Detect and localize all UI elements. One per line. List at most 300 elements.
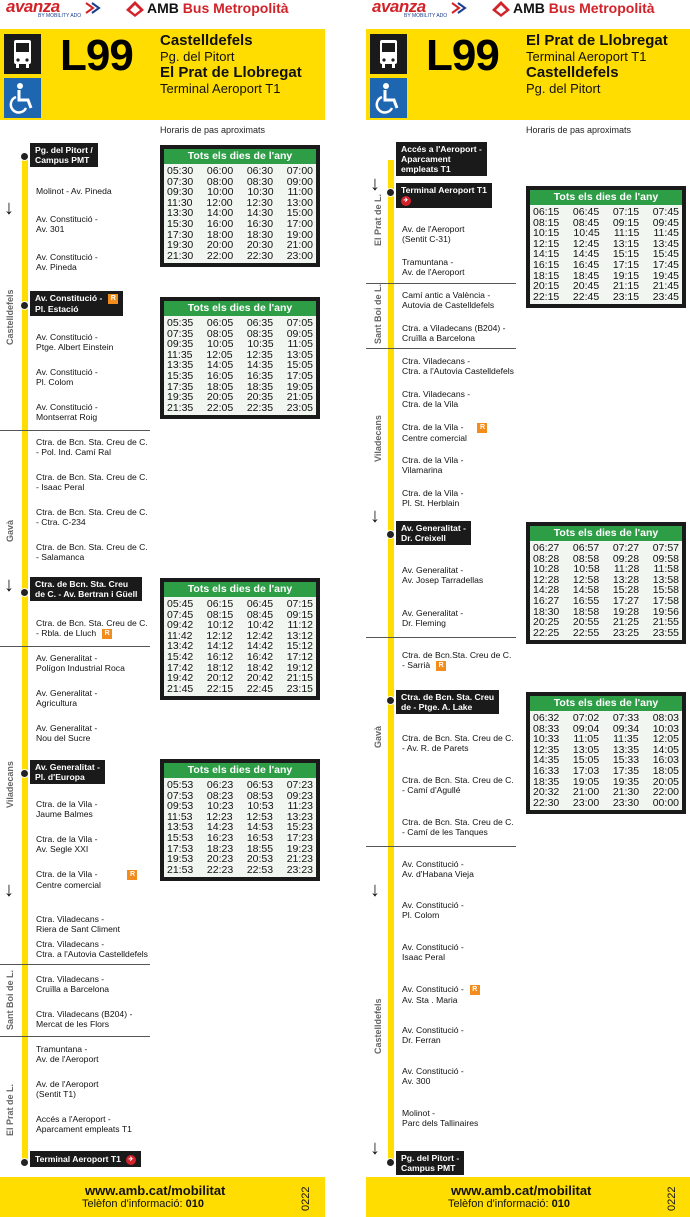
departure-time: 07:35 [167,327,194,340]
departure-time: 17:03 [572,764,600,777]
departure-time: 22:30 [533,796,560,809]
footer-url[interactable]: www.amb.cat/mobilitat [451,1183,592,1198]
departure-time: 08:15 [533,216,560,229]
stop: Av. Constitució - Av. 301 [36,214,98,234]
direction-arrow-icon: ↓ [4,197,14,219]
departure-time: 23:00 [286,249,313,262]
stop: Ctra. de Bcn. Sta. Creu de C. - Ctra. C-234 [36,507,148,527]
departure-time: 15:15 [612,248,640,261]
departure-time: 17:53 [167,842,194,855]
departure-time: 06:32 [533,712,560,724]
departure-time: 19:56 [652,605,679,618]
departure-time: 10:23 [207,800,234,813]
stop: Ctra. de la Vila - R Centre comercial [36,869,137,890]
stop: Ctra. de la Vila - Av. Segle XXI [36,834,98,854]
departure-time: 08:45 [246,608,274,621]
departure-time: 19:00 [286,228,313,241]
departure-time: 20:32 [533,786,560,799]
departure-time: 14:00 [206,207,234,220]
departure-time: 12:12 [206,629,233,642]
departure-time: 07:23 [286,779,313,791]
dest-title: Castelldefels [526,64,619,81]
stop: Accés a l'Aeroport - Aparcament empleats T1 [36,1114,132,1134]
zone-label: Sant Boi de L. [5,969,15,1030]
departure-time: 10:33 [533,733,560,746]
departure-time: 15:35 [167,369,194,382]
departure-time: 05:30 [167,165,194,177]
departure-time: 09:28 [612,552,640,565]
departure-time: 06:57 [572,542,600,554]
departure-time: 14:53 [246,821,274,834]
departure-time: 11:23 [287,800,313,813]
avanza-sub: BY MOBILITY ADO [404,13,448,19]
stop: Ctra. de Bcn. Sta. Creu de C. - Pol. Ind. Camí Ral [36,437,148,457]
departure-time: 14:58 [572,584,600,597]
departure-time: 12:35 [533,743,560,756]
timetable-row [167,371,313,382]
departure-time: 16:53 [246,831,274,844]
timetable-row [167,166,313,177]
direction-arrow-icon: ↓ [4,879,14,901]
direction-arrow-icon: ↓ [370,505,380,527]
timetable-times [530,205,682,304]
footer-url[interactable]: www.amb.cat/mobilitat [85,1183,226,1198]
line-number: L99 [426,31,499,80]
departure-time: 15:58 [652,584,679,597]
departure-time: 18:23 [206,842,234,855]
timetable-row [167,251,313,262]
departure-time: 16:23 [206,831,234,844]
departure-time: 06:45 [572,206,600,218]
origin-title: El Prat de Llobregat [526,32,668,49]
departure-time: 21:05 [286,391,313,404]
amb-logo-icon [126,1,144,17]
departure-time: 22:35 [246,401,274,414]
avanza-sub: BY MOBILITY ADO [38,13,82,19]
departure-time: 12:28 [533,573,560,586]
departure-time: 18:35 [246,380,274,393]
departure-time: 16:12 [206,650,234,663]
stop-dot [386,188,395,197]
departure-time: 20:55 [572,616,600,629]
departure-time: 14:15 [533,248,560,261]
departure-time: 06:15 [206,598,234,610]
departure-time: 14:05 [206,359,234,372]
departure-time: 20:25 [533,616,560,629]
departure-time: 22:15 [533,290,560,303]
footer [0,1177,325,1217]
departure-time: 11:15 [613,227,640,240]
stop-dot [386,696,395,705]
departure-time: 19:12 [286,661,313,674]
rail-icon: R [436,661,446,671]
departure-time: 22:05 [206,401,234,414]
stop: Ctra. de Bcn. Sta. Creu de C. - Salamanca [36,542,148,562]
departure-time: 14:42 [246,640,274,653]
departure-time: 15:05 [286,359,313,372]
departure-time: 07:02 [572,712,600,724]
route-title [160,33,325,97]
departure-time: 21:23 [286,853,313,866]
departure-time: 14:23 [206,821,234,834]
avanza-logo: avanza [6,0,60,16]
departure-time: 20:30 [246,239,274,252]
departure-time: 23:45 [652,290,679,303]
timetable-times [164,778,316,877]
departure-time: 18:30 [533,605,560,618]
timetable-box [160,759,320,881]
departure-time: 09:45 [652,216,679,229]
direction-arrow-icon: ↓ [4,574,14,596]
departure-time: 09:00 [286,175,313,188]
departure-time: 06:27 [533,542,560,554]
departure-time: 18:45 [572,269,600,282]
departure-time: 10:45 [573,227,600,240]
departure-time: 11:58 [653,563,679,576]
departure-time: 23:25 [612,626,640,639]
departure-time: 17:45 [652,258,679,271]
footer-phone: Telèfon d'informació: 010 [448,1198,570,1210]
zone-divider [366,846,516,847]
departure-time: 00:00 [652,796,679,809]
stop-timepoint: Av. Constitució - R Pl. Estació [30,291,123,316]
departure-time: 19:05 [286,380,313,393]
stop-terminus: Pg. del Pitort / Campus PMT [30,143,98,167]
timetable-times [530,711,682,810]
stop: Ctra. de la Vila - Jaume Balmes [36,799,98,819]
departure-time: 12:00 [206,196,233,209]
departure-time: 13:42 [167,640,194,653]
amb-brand: AMB Bus Metropolità [513,0,655,16]
brand-bar [0,0,325,22]
stop: Ctra. de Bcn. Sta. Creu de C. - Isaac Peral [36,472,148,492]
timetable-row [167,318,313,329]
departure-time: 16:27 [533,594,560,607]
stop-dot [20,588,29,597]
departure-time: 14:12 [206,640,234,653]
timetable-row [167,684,313,695]
stop: Ctra. Viladecans - Cruïlla a Barcelona [36,974,110,994]
departure-time: 21:53 [167,863,194,876]
departure-time: 10:42 [247,619,274,632]
stop: Tramuntana - Av. de l'Aeroport [402,257,465,277]
departure-time: 07:45 [652,206,679,218]
departure-time: 10:05 [207,338,234,351]
stop-terminus: Terminal Aeroport T1 ✈ [30,1151,141,1167]
stop-dot [386,1158,395,1167]
departure-time: 20:00 [206,239,234,252]
zone-divider [0,1036,150,1037]
departure-time: 07:15 [612,206,640,218]
stop: Ctra. de Bcn. Sta. Creu de C. - Camí de les Tanques [402,817,514,837]
departure-time: 15:53 [167,831,194,844]
departure-time: 12:05 [206,348,233,361]
stop: Ctra. Viladecans - Ctra. a l'Autovia Castelldefels [402,356,514,376]
departure-time: 10:30 [247,186,274,199]
departure-time: 05:53 [167,779,194,791]
departure-time: 22:53 [246,863,274,876]
departure-time: 16:30 [246,217,274,230]
amb-brand: AMB Bus Metropolità [147,0,289,16]
departure-time: 12:05 [652,733,679,746]
departure-time: 07:15 [286,598,313,610]
brand-bar [366,0,690,22]
stop: Av. Constitució - Montserrat Roig [36,402,98,422]
stop: Camí antic a València - Autovia de Castelldefels [402,290,495,310]
timetable-row [533,596,679,607]
departure-time: 21:00 [572,786,600,799]
departure-time: 22:45 [246,682,274,695]
origin-sub: Terminal Aeroport T1 [526,49,647,64]
departure-time: 13:28 [612,573,640,586]
departure-time: 10:53 [247,800,274,813]
departure-time: 17:58 [652,594,679,607]
airport-icon: ✈ [401,196,411,206]
departure-time: 08:05 [206,327,234,340]
stop: Av. Generalitat - Nou del Sucre [36,723,98,743]
departure-time: 21:45 [167,682,194,695]
stop: Av. Constitució - R Av. Sta . Maria [402,984,480,1005]
bus-icon [4,34,41,74]
departure-time: 08:45 [572,216,600,229]
departure-time: 22:00 [652,786,679,799]
timetable-times [530,541,682,640]
timetable-row [167,219,313,230]
departure-time: 15:33 [612,754,640,767]
departure-time: 12:23 [206,810,233,823]
departure-time: 19:35 [612,775,640,788]
dest-sub: Pg. del Pitort [526,81,601,96]
zone-divider [366,637,516,638]
zone-label: Viladecans [373,415,383,462]
departure-time: 12:53 [246,810,273,823]
stop: Av. Generalitat - Agricultura [36,688,98,708]
departure-time: 13:00 [286,196,313,209]
departure-time: 21:30 [167,249,194,262]
stop-timepoint: Ctra. de Bcn. Sta. Creu de C. - Av. Bertran i Güell [30,577,142,601]
departure-time: 18:15 [533,269,560,282]
stop: Ctra. Viladecans - Ctra. a l'Autovia Castelldefels [36,939,148,959]
departure-time: 08:28 [533,552,560,565]
avanza-chevron-icon [450,1,468,15]
departure-time: 19:05 [572,775,600,788]
stop: Ctra. de Bcn. Sta. Creu de C. - Av. R. de Parets [402,733,514,753]
stop: Av. Generalitat - Polígon Industrial Roca [36,653,125,673]
departure-time: 07:27 [612,542,640,554]
departure-time: 11:05 [287,338,313,351]
departure-time: 18:12 [206,661,234,674]
timetable-box [160,297,320,419]
departure-time: 22:30 [246,249,274,262]
departure-time: 20:05 [652,775,679,788]
departure-time: 13:15 [612,237,640,250]
zone-divider [0,430,150,431]
timetable-title: Tots els dies de l'any [164,149,316,164]
stop: Av. Generalitat - Dr. Fleming [402,608,464,628]
departure-time: 17:12 [286,650,313,663]
departure-time: 08:15 [206,608,234,621]
timetable-row [167,780,313,791]
stop: Av. Constitució - Pl. Colom [402,900,464,920]
departure-time: 17:35 [612,764,640,777]
departure-time: 21:15 [612,280,640,293]
zone-divider [366,283,516,284]
origin-title: Castelldefels [160,32,253,49]
departure-time: 08:58 [572,552,600,565]
departure-time: 15:00 [286,207,313,220]
stop: Ctra. Viladecans (B204) - Mercat de les Flors [36,1009,133,1029]
zone-label: Sant Boi de L. [373,283,383,344]
amb-logo-icon [492,1,510,17]
departure-time: 12:45 [572,237,600,250]
direction-arrow-icon: ↓ [370,1137,380,1159]
zone-label: Castelldefels [373,998,383,1054]
timetable-row [167,403,313,414]
departure-time: 21:30 [612,786,640,799]
departure-time: 08:35 [246,327,274,340]
departure-time: 17:00 [286,217,313,230]
departure-time: 16:55 [572,594,600,607]
timetable-title: Tots els dies de l'any [164,301,316,316]
departure-time: 20:45 [572,280,600,293]
departure-time: 14:30 [246,207,274,220]
departure-time: 18:55 [246,842,274,855]
departure-time: 09:58 [652,552,679,565]
departure-time: 22:25 [533,626,560,639]
timetable-row [167,865,313,876]
route-title [526,33,690,97]
departure-time: 19:30 [167,239,194,252]
stop: Av. Constitució - Ptge. Albert Einstein [36,332,114,352]
departure-time: 21:55 [652,616,679,629]
departure-time: 19:15 [612,269,640,282]
header-icons [370,34,407,118]
departure-time: 22:23 [206,863,234,876]
departure-time: 15:12 [286,640,313,653]
timetable-row [533,207,679,218]
departure-time: 18:05 [206,380,234,393]
departure-time: 18:05 [652,764,679,777]
departure-time: 22:00 [206,249,234,262]
stop: Ctra. de Bcn. Sta. Creu de C. - Rbla. de Lluch R [36,618,148,638]
departure-time: 18:58 [572,605,600,618]
departure-time: 05:45 [167,598,194,610]
timetable-times [164,597,316,696]
departure-time: 09:42 [167,619,194,632]
timetable-left [0,0,325,1217]
timetable-box [526,186,686,308]
timetable-row [167,599,313,610]
stop-terminus: Pg. del Pitort - Campus PMT [396,1151,464,1175]
departure-time: 20:23 [206,853,234,866]
departure-time: 22:15 [206,682,234,695]
departure-time: 09:53 [167,800,194,813]
departure-time: 14:45 [572,248,600,261]
departure-time: 16:15 [533,258,560,271]
avanza-logo: avanza [372,0,426,16]
departure-time: 09:15 [612,216,640,229]
stop: Av. Generalitat - Av. Josep Tarradellas [402,565,484,585]
departure-time: 23:15 [286,682,313,695]
timetable-right [366,0,690,1217]
departure-time: 07:53 [167,789,194,802]
stop-timepoint: Terminal Aeroport T1 ✈ [396,183,492,208]
doc-code: 0222 [666,1186,678,1211]
schedule-subtitle: Horaris de pas aproximats [526,125,632,135]
timetable-row [533,260,679,271]
departure-time: 12:58 [572,573,600,586]
stop: Av. Constitució - Dr. Ferran [402,1025,464,1045]
departure-time: 07:57 [652,542,679,554]
departure-time: 09:23 [286,789,313,802]
departure-time: 11:28 [613,563,640,576]
stop: Av. Constitució - Pl. Colom [36,367,98,387]
origin-sub: Pg. del Pitort [160,49,235,64]
departure-time: 23:15 [612,290,640,303]
direction-arrow-icon: ↓ [370,879,380,901]
stop-timepoint: Av. Generalitat - Pl. d'Europa [30,760,105,784]
departure-time: 12:15 [533,237,560,250]
departure-time: 16:03 [652,754,679,767]
wheelchair-icon [4,78,41,118]
departure-time: 11:05 [573,733,599,746]
departure-time: 06:53 [246,779,274,791]
stop: Molinot - Av. Pineda [36,186,112,196]
zone-label: El Prat de L. [373,193,383,246]
departure-time: 06:45 [246,598,274,610]
departure-time: 20:42 [246,672,274,685]
departure-time: 14:05 [652,743,679,756]
departure-time: 10:00 [207,186,234,199]
departure-time: 11:42 [167,629,193,642]
departure-time: 06:23 [206,779,234,791]
dest-sub: Terminal Aeroport T1 [160,81,281,96]
departure-time: 19:35 [167,391,194,404]
departure-time: 10:12 [207,619,234,632]
departure-time: 17:35 [167,380,194,393]
stop: Ctra. Viladecans - Ctra. de la Vila [402,389,471,409]
departure-time: 16:33 [533,764,560,777]
route-line [22,160,28,1165]
departure-time: 10:03 [652,722,679,735]
departure-time: 05:35 [167,317,194,329]
departure-time: 09:05 [286,327,313,340]
stop: Av. Constitució - Av. Pineda [36,252,98,272]
departure-time: 19:53 [167,853,194,866]
timetable-times [164,164,316,263]
departure-time: 17:27 [612,594,640,607]
timetable-row [167,833,313,844]
departure-time: 10:15 [533,227,560,240]
wheelchair-icon [370,78,407,118]
zone-label: El Prat de L. [5,1083,15,1136]
departure-time: 11:35 [167,348,193,361]
stop-timepoint: Ctra. de Bcn. Sta. Creu de - Ptge. A. Lake [396,690,499,714]
departure-time: 12:35 [246,348,273,361]
stop: Molinot - Parc dels Tallinaires [402,1108,479,1128]
departure-time: 16:00 [206,217,234,230]
rail-icon: R [470,985,480,995]
departure-time: 07:05 [286,317,313,329]
departure-time: 06:15 [533,206,560,218]
departure-time: 09:04 [572,722,600,735]
departure-time: 17:30 [167,228,194,241]
zone-divider [366,348,516,349]
departure-time: 20:05 [206,391,234,404]
departure-time: 17:05 [286,369,313,382]
departure-time: 06:35 [246,317,274,329]
airport-icon: ✈ [126,1155,136,1165]
